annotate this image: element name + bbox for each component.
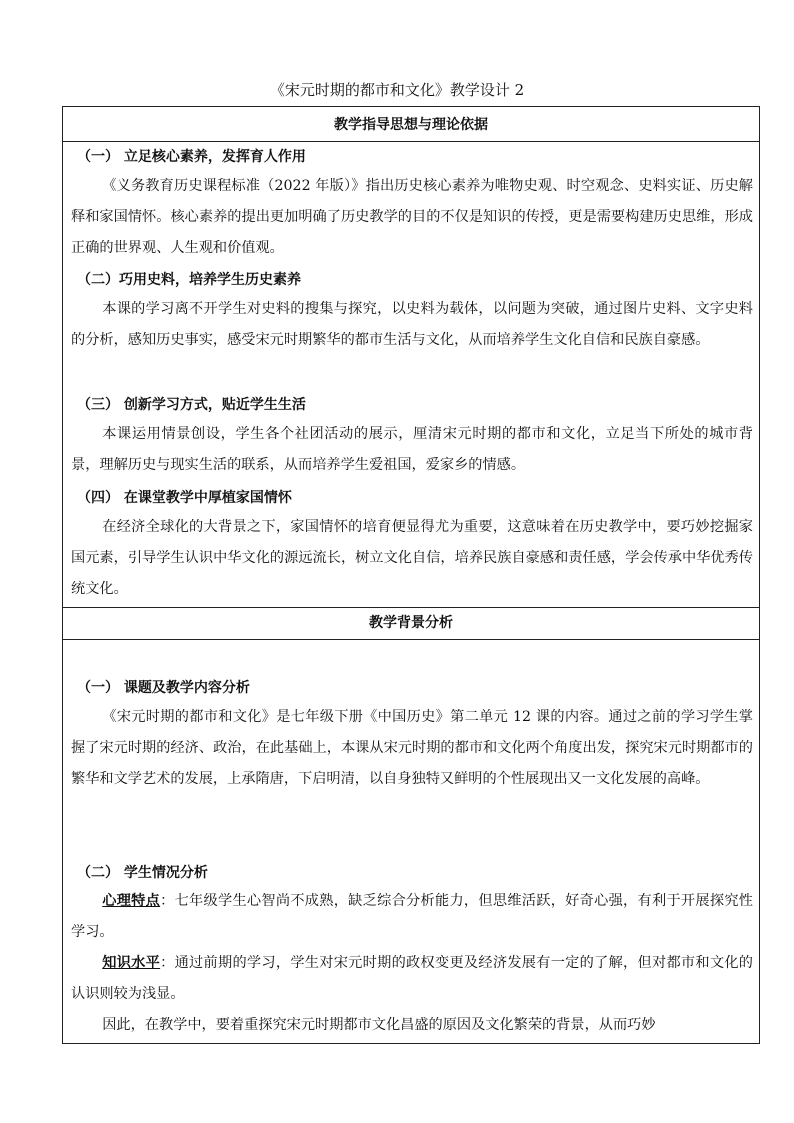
subheading-student-analysis: （二） 学生情况分析 [77,865,208,881]
row-divider [63,639,759,640]
text-psychological-traits: ：七年级学生心智尚不成熟，缺乏综合分析能力，但思维活跃，好奇心强，有利于开展探究性学习。 [71,893,753,940]
subheading-patriotism: （四） 在课堂教学中厚植家国情怀 [77,490,292,506]
document-title: 《宋元时期的都市和文化》教学设计 2 [269,81,525,99]
text-knowledge-level: ：通过前期的学习，学生对宋元时期的政权变更及经济发展有一定的了解，但对都市和文化的认识则较为浅显。 [71,955,753,1002]
paragraph-core-literacy: 《义务教育历史课程标准（2022 年版）》指出历史核心素养为唯物史观、时空观念、史料实证、历史解释和家国情怀。核心素养的提出更加明确了历史教学的目的不仅是知识的传授，更是需要构建历史思维，形成正确的世界观、人生观和价值观。 [71,178,753,256]
paragraph-knowledge-level [71,948,753,1010]
paragraph-content-analysis: 《宋元时期的都市和文化》是七年级下册《中国历史》第二单元 12 课的内容。通过之前的学习学生掌握了宋元时期的经济、政治，在此基础上，本课从宋元时期的都市和文化两个角度出发，探究宋元时期都市的繁华和文学艺术的发展，上承隋唐，下启明清，以自身独特又鲜明的个性展现出又一文化发展的高峰。 [71,709,753,787]
paragraph-historical-materials: 本课的学习离不开学生对史料的搜集与探究，以史料为载体，以问题为突破，通过图片史料、文字史料的分析，感知历史事实，感受宋元时期繁华的都市生活与文化，从而培养学生文化自信和民族自豪感。 [71,301,753,348]
paragraph-psychological-traits [71,886,753,948]
row-divider [63,141,759,142]
subheading-learning-methods: （三） 创新学习方式，贴近学生生活 [77,397,306,413]
subheading-content-analysis: （一） 课题及教学内容分析 [77,680,250,696]
label-psychological-traits: 心理特点 [102,893,161,909]
subheading-historical-materials: （二）巧用史料，培养学生历史素养 [77,272,301,288]
paragraph-patriotism: 在经济全球化的大背景之下，家国情怀的培育便显得尤为重要，这意味着在历史教学中，要巧妙挖掘家国元素，引导学生认识中华文化的源远流长，树立文化自信，培养民族自豪感和责任感，学会传承中华优秀传统文化。 [71,519,753,597]
design-table [62,106,760,1044]
subheading-core-literacy: （一） 立足核心素养，发挥育人作用 [77,149,306,165]
row-divider [63,607,759,608]
label-knowledge-level: 知识水平 [102,955,161,971]
paragraph-learning-methods: 本课运用情景创设，学生各个社团活动的展示，厘清宋元时期的都市和文化，立足当下所处的城市背景，理解历史与现实生活的联系，从而培养学生爱祖国，爱家乡的情感。 [71,426,753,473]
section-header-background: 教学背景分析 [369,615,453,631]
section-header-guiding-ideas: 教学指导思想与理论依据 [334,117,488,133]
paragraph-conclusion: 因此，在教学中，要着重探究宋元时期都市文化昌盛的原因及文化繁荣的背景，从而巧妙 [102,1017,656,1033]
